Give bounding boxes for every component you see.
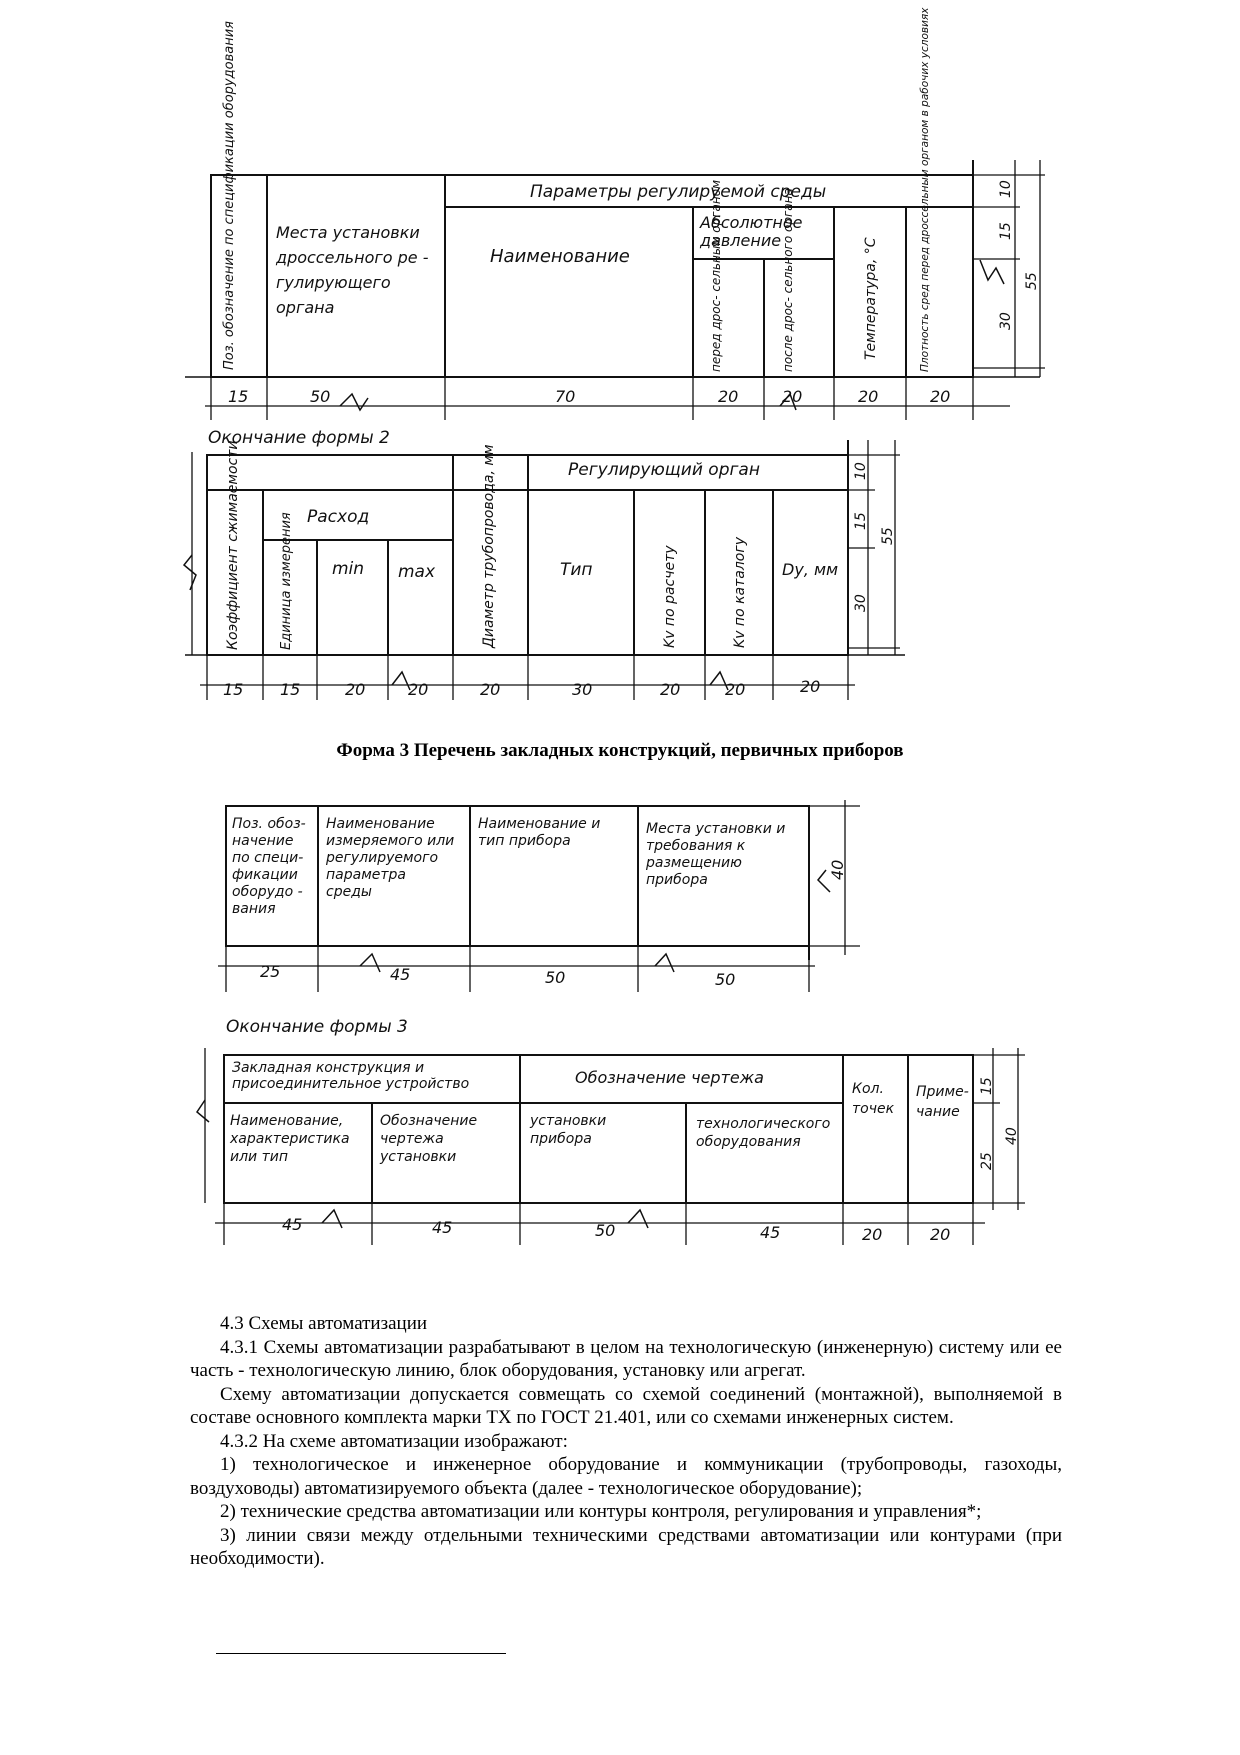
form2-end-height-30: 30 <box>853 594 869 612</box>
form2-end-width-7: 20 <box>660 680 681 699</box>
list-item-3: 3) линии связи между отдельными техническими средствами автоматизации или контурами (при необходимости). <box>190 1524 1062 1569</box>
form3-end-embed-1: Закладная конструкция и <box>232 1060 425 1076</box>
form2-end-width-9: 20 <box>800 677 821 696</box>
form2-end-col-dy: Dу, мм <box>782 560 839 579</box>
form2-height-30: 30 <box>998 312 1014 330</box>
form2-col-density: Плотность сред перед дроссельным органом в рабочих условиях <box>919 7 931 372</box>
form2-height-10: 10 <box>998 180 1014 198</box>
form3-width-1: 25 <box>260 962 281 981</box>
form3-col1-2: начение <box>232 833 294 849</box>
form2-end-height-15: 15 <box>853 512 869 530</box>
form3-end-height-15: 15 <box>979 1077 995 1095</box>
form2-end-labels <box>223 441 896 699</box>
form2-end-height-10: 10 <box>853 462 869 480</box>
form3-col2-1: Наименование <box>326 816 435 832</box>
form3-labels <box>232 816 847 989</box>
form3-width-3: 50 <box>545 968 566 987</box>
form3-end-drawing-1: Обозначение <box>380 1113 478 1129</box>
form3-end-install-2: прибора <box>530 1131 592 1147</box>
form3-height: 40 <box>828 859 847 880</box>
form2-end-col-coef: Коэффициент сжимаемости <box>225 440 241 650</box>
form2-end-width-1: 15 <box>223 680 244 699</box>
form3-end-name-1: Наименование, <box>230 1113 344 1129</box>
form2-col-place-4: органа <box>276 298 335 317</box>
form2-end-width-4: 20 <box>408 680 429 699</box>
form3-col2-5: среды <box>326 884 372 900</box>
list-item-2: 2) технические средства автоматизации или контуры контроля, регулирования и управления*; <box>220 1501 982 1522</box>
form3-end-width-4: 45 <box>760 1223 781 1242</box>
form3-end-drawing-3: установки <box>380 1149 457 1165</box>
form3-end-width-1: 45 <box>282 1215 303 1234</box>
form3-end-qty-2: точек <box>852 1101 895 1117</box>
form3-end-name-3: или тип <box>230 1149 289 1165</box>
form3-end-width-3: 50 <box>595 1221 616 1240</box>
form3-col2-3: регулируемого <box>326 850 439 866</box>
form3-end-equip-2: оборудования <box>696 1134 801 1150</box>
form2-end-col-type: Тип <box>560 560 593 580</box>
form2-width-3: 70 <box>555 387 576 406</box>
form3-end-install-1: установки <box>530 1113 607 1129</box>
form3-col1-3: по специ- <box>232 850 304 866</box>
form2-end-width-8: 20 <box>725 680 746 699</box>
paragraph-4-3-1: 4.3.1 Схемы автоматизации разрабатывают в целом на технологическую (инженерную) систему или ее часть - технологическую линию, блок оборудования, установку или агрегат. <box>190 1336 1062 1381</box>
form3-width-2: 45 <box>390 965 411 984</box>
form2-end-title: Окончание формы 2 <box>208 428 390 448</box>
form3-col1-1: Поз. обоз- <box>232 816 306 832</box>
form2-col-place-3: гулирующего <box>276 273 391 292</box>
form3-end-width-2: 45 <box>432 1218 453 1237</box>
form3-end-drawing-2: чертежа <box>380 1131 444 1147</box>
paragraph-4-3-2: 4.3.2 На схеме автоматизации изображают: <box>220 1430 568 1452</box>
form2-end-height-55: 55 <box>880 527 896 545</box>
form3-col1-4: фикации <box>232 867 298 883</box>
form3-end-width-6: 20 <box>930 1225 951 1244</box>
form3-width-4: 50 <box>715 970 736 989</box>
form3-col4-1: Места установки и <box>646 821 786 837</box>
form3-col2-2: измеряемого или <box>326 833 455 849</box>
form2-width-5: 20 <box>782 387 803 406</box>
form3-col4-4: прибора <box>646 872 708 888</box>
form2-end-header-flow: Расход <box>307 507 370 527</box>
form2-end-col-kv-cat: Kv по каталогу <box>732 536 748 648</box>
form3-end-title: Окончание формы 3 <box>226 1017 408 1037</box>
form2-col-place-2: дроссельного ре - <box>276 248 429 267</box>
form3-end-equip-1: технологического <box>696 1116 831 1132</box>
list-item-1: 1) технологическое и инженерное оборудование и коммуникации (трубопроводы, газоходы, воздуховоды) автоматизируемого объекта (далее - технологическое оборудование); <box>190 1454 1062 1499</box>
form3-end-height-40: 40 <box>1004 1127 1020 1145</box>
form2-col-pressure-2: давление <box>700 231 782 250</box>
paragraph-combine: Схему автоматизации допускается совмещать со схемой соединений (монтажной), выполняемой в составе основного комплекта марки ТХ по ГОСТ 21.401, или со схемами инженерных систем. <box>190 1383 1062 1428</box>
form3-end-labels <box>229 1060 1020 1244</box>
form3-caption: Форма 3 Перечень закладных конструкций, первичных приборов <box>336 740 904 761</box>
form2-col-after: после дрос- сельного органа <box>781 188 795 372</box>
form2-col-place-1: Места установки <box>276 223 420 242</box>
form2-col-temp: Температура, °С <box>863 237 879 360</box>
form2-col-pos: Поз. обозначение по спецификации оборудования <box>222 21 237 370</box>
form3-end-qty-1: Кол. <box>852 1081 884 1097</box>
form2-end-header-reg: Регулирующий орган <box>568 460 760 480</box>
form2-col-before: перед дрос- сельным органом <box>709 179 723 372</box>
form2-width-1: 15 <box>228 387 249 406</box>
form2-header-params: Параметры регулирyемой среды <box>530 182 827 202</box>
form2-end-col-unit: Единица измерения <box>279 512 294 650</box>
form3-end-name-2: характеристика <box>230 1131 350 1147</box>
form3-col1-5: оборудо - <box>232 884 303 900</box>
form3-col3-1: Наименование и <box>478 816 601 832</box>
form2-width-2: 50 <box>310 387 331 406</box>
form2-end-width-5: 20 <box>480 680 501 699</box>
form2-end-col-max: max <box>398 562 436 582</box>
form3-end-height-25: 25 <box>979 1152 995 1170</box>
form2-height-55: 55 <box>1024 272 1040 290</box>
form2-end-width-2: 15 <box>280 680 301 699</box>
form2-end-col-diameter: Диаметр трубопровода, мм <box>481 444 497 648</box>
form2-width-4: 20 <box>718 387 739 406</box>
form2-col-pressure-1: Абсолютное <box>700 213 803 232</box>
form3-col2-4: параметра <box>326 867 406 883</box>
form3-end-note-2: чание <box>916 1104 960 1120</box>
form3-col4-2: требования к <box>646 838 746 854</box>
form2-end-width-6: 30 <box>572 680 593 699</box>
section-heading: 4.3 Схемы автоматизации <box>220 1313 428 1334</box>
form3-col1-6: вания <box>232 901 276 917</box>
form3-end-note-1: Приме- <box>916 1084 969 1100</box>
form2-width-7: 20 <box>930 387 951 406</box>
form3-end-embed-2: присоединительное устройство <box>232 1076 470 1092</box>
section-text <box>190 1312 1062 1571</box>
form3-col4-3: размещению <box>646 855 742 871</box>
form3-end-width-5: 20 <box>862 1225 883 1244</box>
form2-width-6: 20 <box>858 387 879 406</box>
form2-col-name: Наименование <box>490 246 630 267</box>
form2-end-col-kv-calc: Kv по расчету <box>662 545 678 648</box>
form2-end-col-min: min <box>332 559 365 579</box>
form2-end-width-3: 20 <box>345 680 366 699</box>
form2-height-15: 15 <box>998 222 1014 240</box>
form3-col3-2: тип прибора <box>478 833 571 849</box>
form3-end-header-drawing: Обозначение чертежа <box>575 1068 764 1087</box>
footnote-divider <box>216 1653 506 1654</box>
